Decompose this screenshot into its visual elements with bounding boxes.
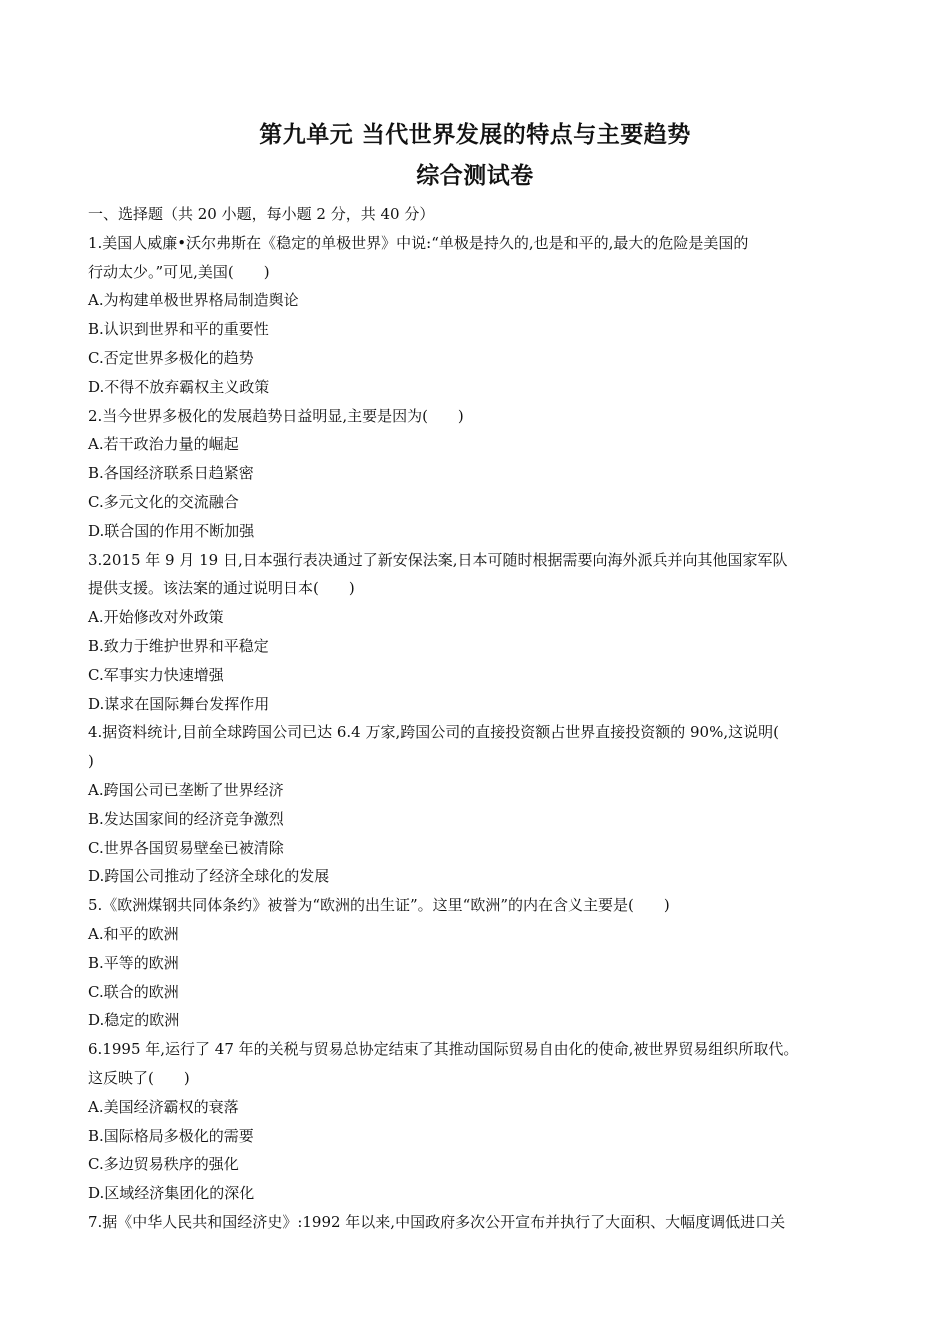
option-a: A.为构建单极世界格局制造舆论 — [88, 291, 299, 310]
section-heading: 一、选择题（共 20 小题，每小题 2 分，共 40 分） — [88, 205, 435, 223]
option-d: D.不得不放弃霸权主义政策 — [88, 377, 270, 396]
question-5 — [88, 891, 864, 1035]
option-c: C.多元文化的交流融合 — [88, 492, 239, 511]
question-6 — [88, 1035, 864, 1208]
question-stem-line: 这反映了( ) — [88, 1068, 190, 1087]
option-d: D.区域经济集团化的深化 — [88, 1184, 255, 1203]
question-stem-line: 5.《欧洲煤钢共同体条约》被誉为“欧洲的出生证”。这里“欧洲”的内在含义主要是( ) — [88, 896, 670, 915]
option-b: B.平等的欧洲 — [88, 953, 179, 972]
option-c: C.否定世界多极化的趋势 — [88, 348, 254, 367]
option-b: B.国际格局多极化的需要 — [88, 1126, 254, 1145]
option-d: D.稳定的欧洲 — [88, 1011, 180, 1030]
question-stem-line: ) — [88, 752, 94, 771]
option-b: B.各国经济联系日趋紧密 — [88, 464, 254, 483]
question-content — [88, 200, 864, 1237]
question-stem-line: 4.据资料统计,目前全球跨国公司已达 6.4 万家,跨国公司的直接投资额占世界直接投资额的 90%,这说明( — [88, 723, 779, 742]
question-stem-line: 6.1995 年,运行了 47 年的关税与贸易总协定结束了其推动国际贸易自由化的使命,被世界贸易组织所取代。 — [88, 1040, 799, 1059]
question-2 — [88, 402, 864, 546]
question-stem-line: 3.2015 年 9 月 19 日,日本强行表决通过了新安保法案,日本可随时根据需要向海外派兵并向其他国家军队 — [88, 550, 788, 569]
option-d: D.跨国公司推动了经济全球化的发展 — [88, 867, 330, 886]
question-4 — [88, 718, 864, 891]
option-b: B.认识到世界和平的重要性 — [88, 320, 269, 339]
question-7 — [88, 1208, 864, 1237]
page-title: 第九单元 当代世界发展的特点与主要趋势 — [259, 122, 691, 148]
question-1 — [88, 229, 864, 402]
option-a: A.若干政治力量的崛起 — [88, 435, 239, 454]
question-stem-line: 行动太少。”可见,美国( ) — [88, 262, 270, 281]
option-a: A.跨国公司已垄断了世界经济 — [88, 780, 284, 799]
option-c: C.世界各国贸易壁垒已被清除 — [88, 838, 284, 857]
option-d: D.联合国的作用不断加强 — [88, 521, 255, 540]
question-3 — [88, 546, 864, 719]
question-stem-line: 提供支援。该法案的通过说明日本( ) — [88, 579, 355, 598]
option-a: A.美国经济霸权的衰落 — [88, 1097, 239, 1116]
option-a: A.开始修改对外政策 — [88, 608, 224, 627]
option-b: B.发达国家间的经济竞争激烈 — [88, 809, 284, 828]
option-c: C.军事实力快速增强 — [88, 665, 224, 684]
page-subtitle: 综合测试卷 — [416, 163, 534, 189]
question-stem-line: 7.据《中华人民共和国经济史》:1992 年以来,中国政府多次公开宣布并执行了大面积、大幅度调低进口关 — [88, 1212, 786, 1231]
option-c: C.联合的欧洲 — [88, 982, 179, 1001]
option-c: C.多边贸易秩序的强化 — [88, 1155, 239, 1174]
question-stem-line: 2.当今世界多极化的发展趋势日益明显,主要是因为( ) — [88, 406, 464, 425]
option-d: D.谋求在国际舞台发挥作用 — [88, 694, 270, 713]
option-b: B.致力于维护世界和平稳定 — [88, 636, 269, 655]
question-stem-line: 1.美国人威廉•沃尔弗斯在《稳定的单极世界》中说:“单极是持久的,也是和平的,最大的危险是美国的 — [88, 233, 749, 252]
option-a: A.和平的欧洲 — [88, 924, 179, 943]
